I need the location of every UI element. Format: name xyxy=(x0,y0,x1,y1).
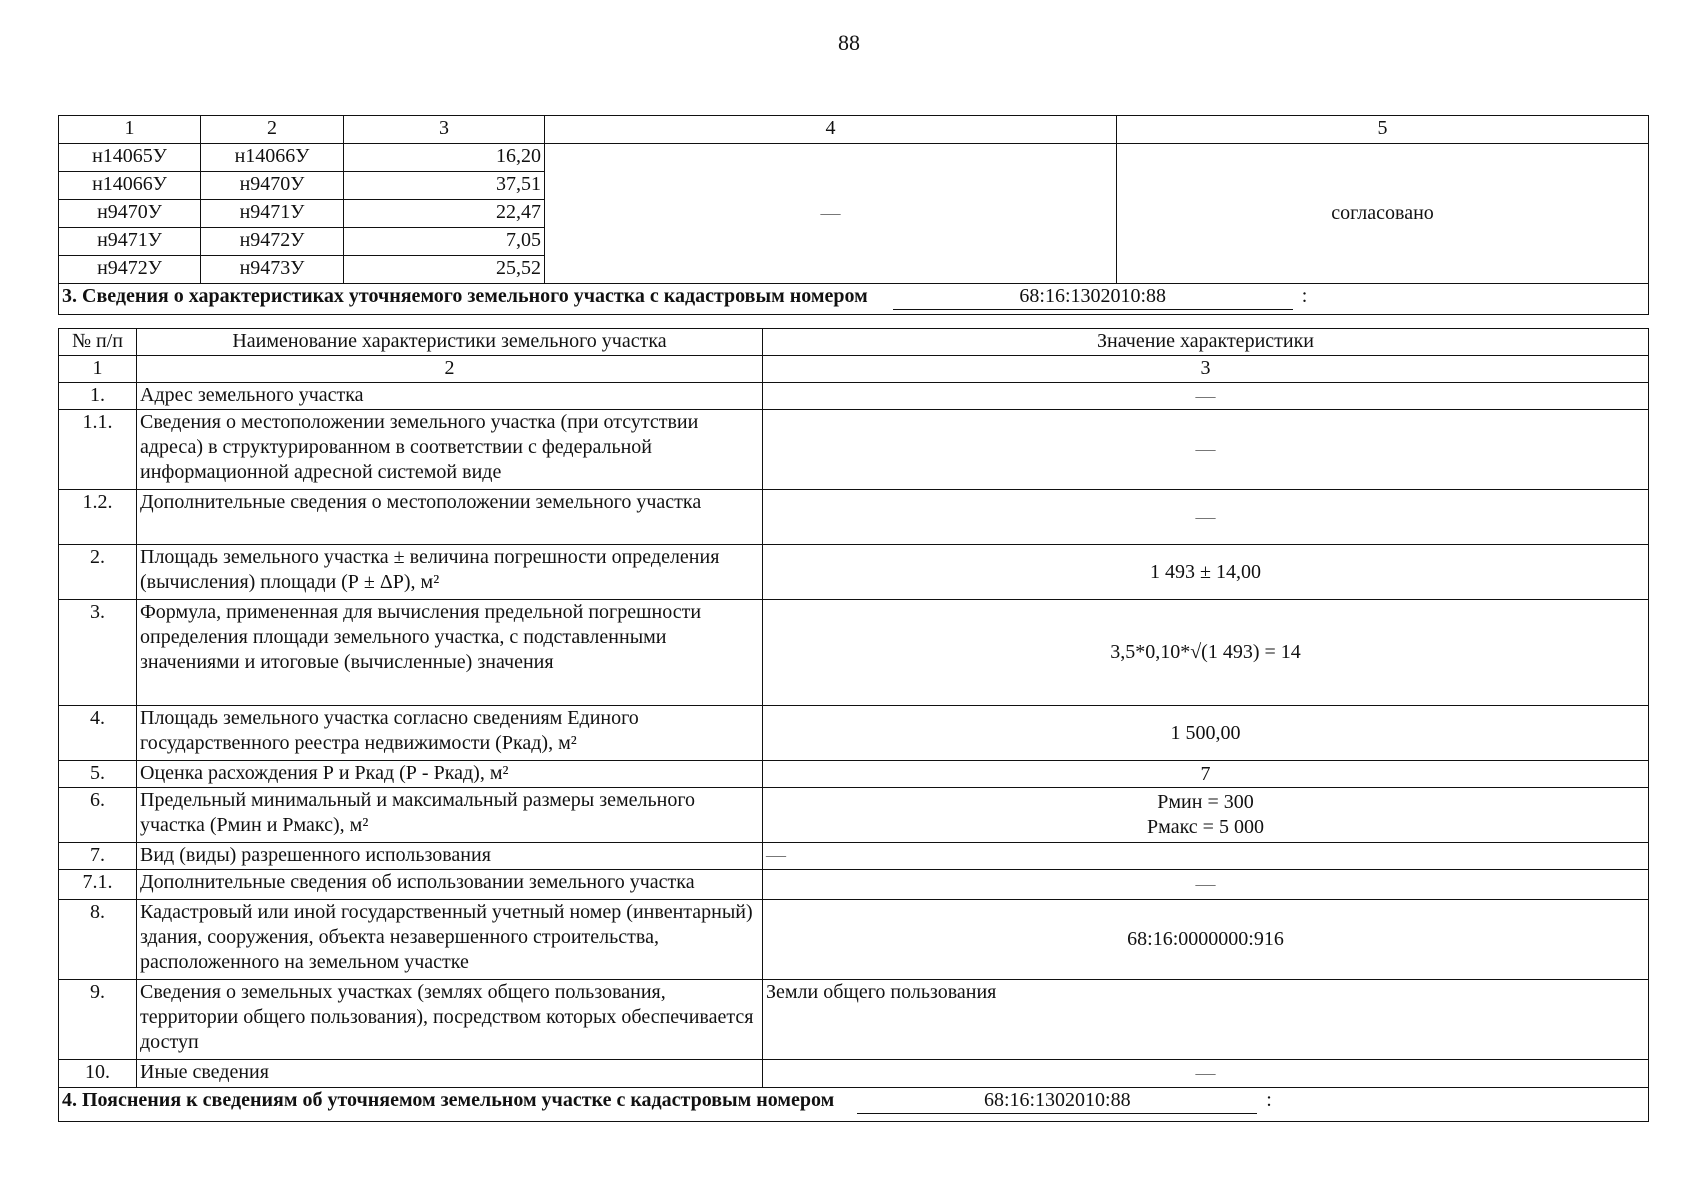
row-number: 10. xyxy=(59,1060,137,1088)
section4-heading-row xyxy=(59,1088,1649,1122)
min-size-value: Рмин = 300 xyxy=(1157,791,1254,813)
row-number: 7.1. xyxy=(59,870,137,900)
row-value: 1 500,00 xyxy=(763,706,1649,761)
section3-cadastral-number: 68:16:1302010:88 xyxy=(893,284,1293,310)
col-header-3: 3 xyxy=(344,116,545,144)
col-header-4: 4 xyxy=(545,116,1117,144)
section3-heading xyxy=(59,284,1649,315)
point-to: н9472У xyxy=(201,228,344,256)
point-to: н9470У xyxy=(201,172,344,200)
row-value: 3,5*0,10*√(1 493) = 14 xyxy=(763,600,1649,706)
column-numbers-row xyxy=(59,356,1649,383)
col-number-3: 3 xyxy=(763,356,1649,383)
row-value: 7 xyxy=(763,761,1649,788)
row-name: Адрес земельного участка xyxy=(137,383,763,410)
distance: 25,52 xyxy=(344,256,545,284)
max-size-value: Рмакс = 5 000 xyxy=(1147,816,1264,838)
row-value: — xyxy=(763,1060,1649,1088)
characteristics-table xyxy=(58,328,1649,1122)
row-name: Дополнительные сведения о местоположении земельного участка xyxy=(137,490,763,545)
table-row xyxy=(59,144,1649,172)
header-name: Наименование характеристики земельного участка xyxy=(137,329,763,356)
section4-title: 4. Пояснения к сведениям об уточняемом земельном участке с кадастровым номером xyxy=(62,1089,835,1111)
page-number: 88 xyxy=(838,30,860,55)
row-value: 68:16:0000000:916 xyxy=(763,900,1649,980)
row-value: — xyxy=(763,490,1649,545)
point-from: н9470У xyxy=(59,200,201,228)
point-from: н14066У xyxy=(59,172,201,200)
section4-heading xyxy=(59,1088,1649,1122)
table-row xyxy=(59,843,1649,870)
row-number: 1.2. xyxy=(59,490,137,545)
table-row xyxy=(59,1060,1649,1088)
table-row xyxy=(59,870,1649,900)
row-number: 5. xyxy=(59,761,137,788)
table-row xyxy=(59,383,1649,410)
row-number: 1. xyxy=(59,383,137,410)
section4-colon: : xyxy=(1266,1089,1272,1111)
row-value xyxy=(763,788,1649,843)
row-value: Земли общего пользования xyxy=(763,980,1649,1060)
point-from: н9472У xyxy=(59,256,201,284)
row-number: 1.1. xyxy=(59,410,137,490)
row-name: Дополнительные сведения об использовании земельного участка xyxy=(137,870,763,900)
row-number: 2. xyxy=(59,545,137,600)
row-number: 6. xyxy=(59,788,137,843)
row-number: 3. xyxy=(59,600,137,706)
section3-heading-row xyxy=(59,284,1649,315)
table-row xyxy=(59,706,1649,761)
row-value: — xyxy=(763,870,1649,900)
row-value: — xyxy=(763,410,1649,490)
boundary-table-header xyxy=(59,116,1649,144)
point-from: н9471У xyxy=(59,228,201,256)
table-row xyxy=(59,980,1649,1060)
boundary-table xyxy=(58,115,1649,315)
table-row xyxy=(59,545,1649,600)
row-value: — xyxy=(763,843,1649,870)
col4-value: — xyxy=(545,144,1117,284)
table-row xyxy=(59,600,1649,706)
col-number-2: 2 xyxy=(137,356,763,383)
col-number-1: 1 xyxy=(59,356,137,383)
row-number: 9. xyxy=(59,980,137,1060)
table-row xyxy=(59,900,1649,980)
row-value: — xyxy=(763,383,1649,410)
row-name: Площадь земельного участка согласно сведениям Единого государственного реестра недвижимости (Ркад), м² xyxy=(137,706,763,761)
distance: 16,20 xyxy=(344,144,545,172)
row-name: Формула, примененная для вычисления предельной погрешности определения площади земельного участка, с подставленными значениями и итоговые (вычисленные) значения xyxy=(137,600,763,706)
row-name: Иные сведения xyxy=(137,1060,763,1088)
point-from: н14065У xyxy=(59,144,201,172)
distance: 7,05 xyxy=(344,228,545,256)
row-number: 8. xyxy=(59,900,137,980)
col-header-5: 5 xyxy=(1117,116,1649,144)
point-to: н14066У xyxy=(201,144,344,172)
table-row xyxy=(59,490,1649,545)
distance: 22,47 xyxy=(344,200,545,228)
header-value: Значение характеристики xyxy=(763,329,1649,356)
table-row xyxy=(59,788,1649,843)
row-name: Сведения о местоположении земельного участка (при отсутствии адреса) в структурированном в соответствии с федеральной информационной адресной системой виде xyxy=(137,410,763,490)
row-number: 4. xyxy=(59,706,137,761)
table-row xyxy=(59,410,1649,490)
section3-colon: : xyxy=(1301,285,1308,307)
row-name: Оценка расхождения Р и Ркад (Р - Ркад), м² xyxy=(137,761,763,788)
section3-title: 3. Сведения о характеристиках уточняемого земельного участка с кадастровым номером xyxy=(62,285,868,307)
section4-cadastral-number: 68:16:1302010:88 xyxy=(857,1088,1257,1114)
point-to: н9471У xyxy=(201,200,344,228)
row-name: Площадь земельного участка ± величина погрешности определения (вычисления) площади (Р ± ΔР), м² xyxy=(137,545,763,600)
point-to: н9473У xyxy=(201,256,344,284)
row-name: Предельный минимальный и максимальный размеры земельного участка (Рмин и Рмакс), м² xyxy=(137,788,763,843)
row-number: 7. xyxy=(59,843,137,870)
header-number: № п/п xyxy=(59,329,137,356)
table-row xyxy=(59,761,1649,788)
col-header-2: 2 xyxy=(201,116,344,144)
row-name: Кадастровый или иной государственный учетный номер (инвентарный) здания, сооружения, объекта незавершенного строительства, расположенного на земельном участке xyxy=(137,900,763,980)
row-value: 1 493 ± 14,00 xyxy=(763,545,1649,600)
row-name: Вид (виды) разрешенного использования xyxy=(137,843,763,870)
distance: 37,51 xyxy=(344,172,545,200)
agreement-status: согласовано xyxy=(1117,144,1649,284)
row-name: Сведения о земельных участках (землях общего пользования, территории общего пользования), посредством которых обеспечивается доступ xyxy=(137,980,763,1060)
characteristics-header xyxy=(59,329,1649,356)
col-header-1: 1 xyxy=(59,116,201,144)
